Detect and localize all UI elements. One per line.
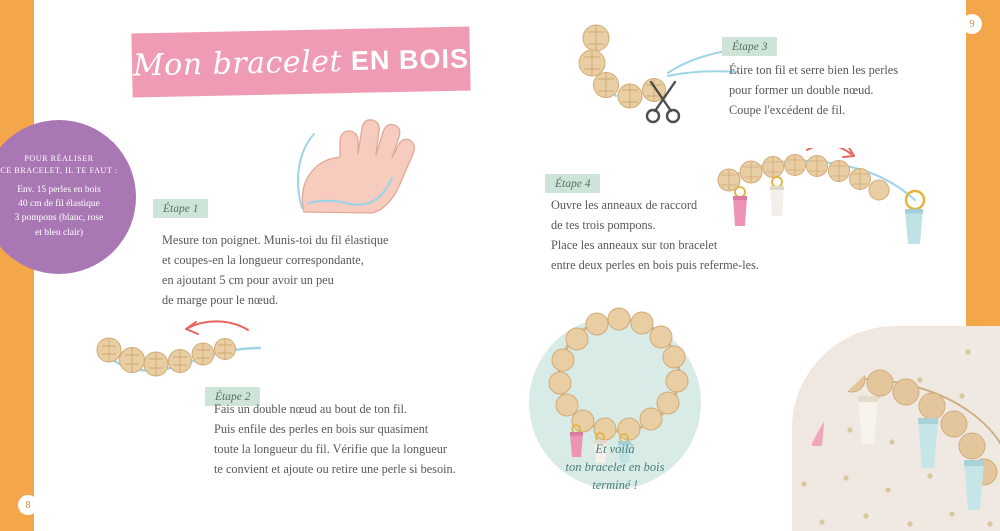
finished-caption — [529, 440, 701, 494]
step-2-line: Fais un double nœud au bout de ton fil. — [214, 402, 407, 416]
step-3-line: Coupe l'excédent de fil. — [729, 102, 846, 117]
page-title — [131, 26, 470, 97]
step-1-text — [162, 231, 462, 311]
materials-item: Env. 15 perles en bois — [17, 184, 101, 195]
materials-circle — [0, 120, 136, 274]
materials-heading-line1: POUR RÉALISER — [24, 154, 94, 164]
step-1-line: et coupes-en la longueur correspondante, — [162, 252, 364, 267]
materials-item: et bleu clair) — [34, 227, 83, 238]
step-4-line: Ouvre les anneaux de raccord — [551, 198, 698, 212]
finished-caption-line: Et voilà — [595, 442, 635, 456]
page-title-bold: EN BOIS — [350, 42, 470, 76]
step-4-line: Place les anneaux sur ton bracelet — [551, 237, 718, 252]
materials-item: 3 pompons (blanc, rose — [14, 213, 104, 224]
page-title-banner — [131, 26, 470, 97]
finished-caption-line: terminé ! — [592, 478, 638, 493]
step-2-line: te convient et ajoute ou retire une perle si besoin. — [214, 461, 456, 476]
step-1-line: en ajoutant 5 cm pour avoir un peu — [162, 272, 334, 287]
page-number-left: 8 — [18, 495, 38, 515]
step-3-tag: Étape 3 — [722, 37, 777, 56]
step-4-line: de tes trois pompons. — [551, 217, 656, 232]
step-1-line: de marge pour le nœud. — [162, 292, 279, 307]
step-3-text — [729, 61, 979, 121]
step-2-line: toute la longueur du fil. Vérifie que la longueur — [214, 441, 448, 456]
step-1-line: Mesure ton poignet. Munis-toi du fil élastique — [162, 233, 389, 247]
step-2-text — [214, 400, 514, 480]
step-2-line: Puis enfile des perles en bois sur quasiment — [214, 421, 429, 436]
materials-item: 40 cm de fil élastique — [18, 199, 100, 210]
step-4-tag: Étape 4 — [545, 174, 600, 193]
finished-caption-line: ton bracelet en bois — [565, 460, 665, 475]
product-photo — [792, 326, 1000, 531]
step-4-line: entre deux perles en bois puis referme-les. — [551, 257, 759, 272]
step-3-line: Étire ton fil et serre bien les perles — [729, 63, 899, 77]
hand-illustration — [280, 108, 430, 218]
step-1-tag: Étape 1 — [153, 199, 208, 218]
materials-heading-line2: CE BRACELET, IL TE FAUT : — [0, 166, 118, 175]
step-2-tag: Étape 2 — [205, 387, 260, 406]
scissors-icon — [643, 78, 683, 124]
page-title-script: Mon bracelet — [132, 43, 343, 84]
step-4-text — [551, 196, 851, 276]
step-3-line: pour former un double nœud. — [729, 82, 874, 97]
page-number-right: 9 — [962, 14, 982, 34]
